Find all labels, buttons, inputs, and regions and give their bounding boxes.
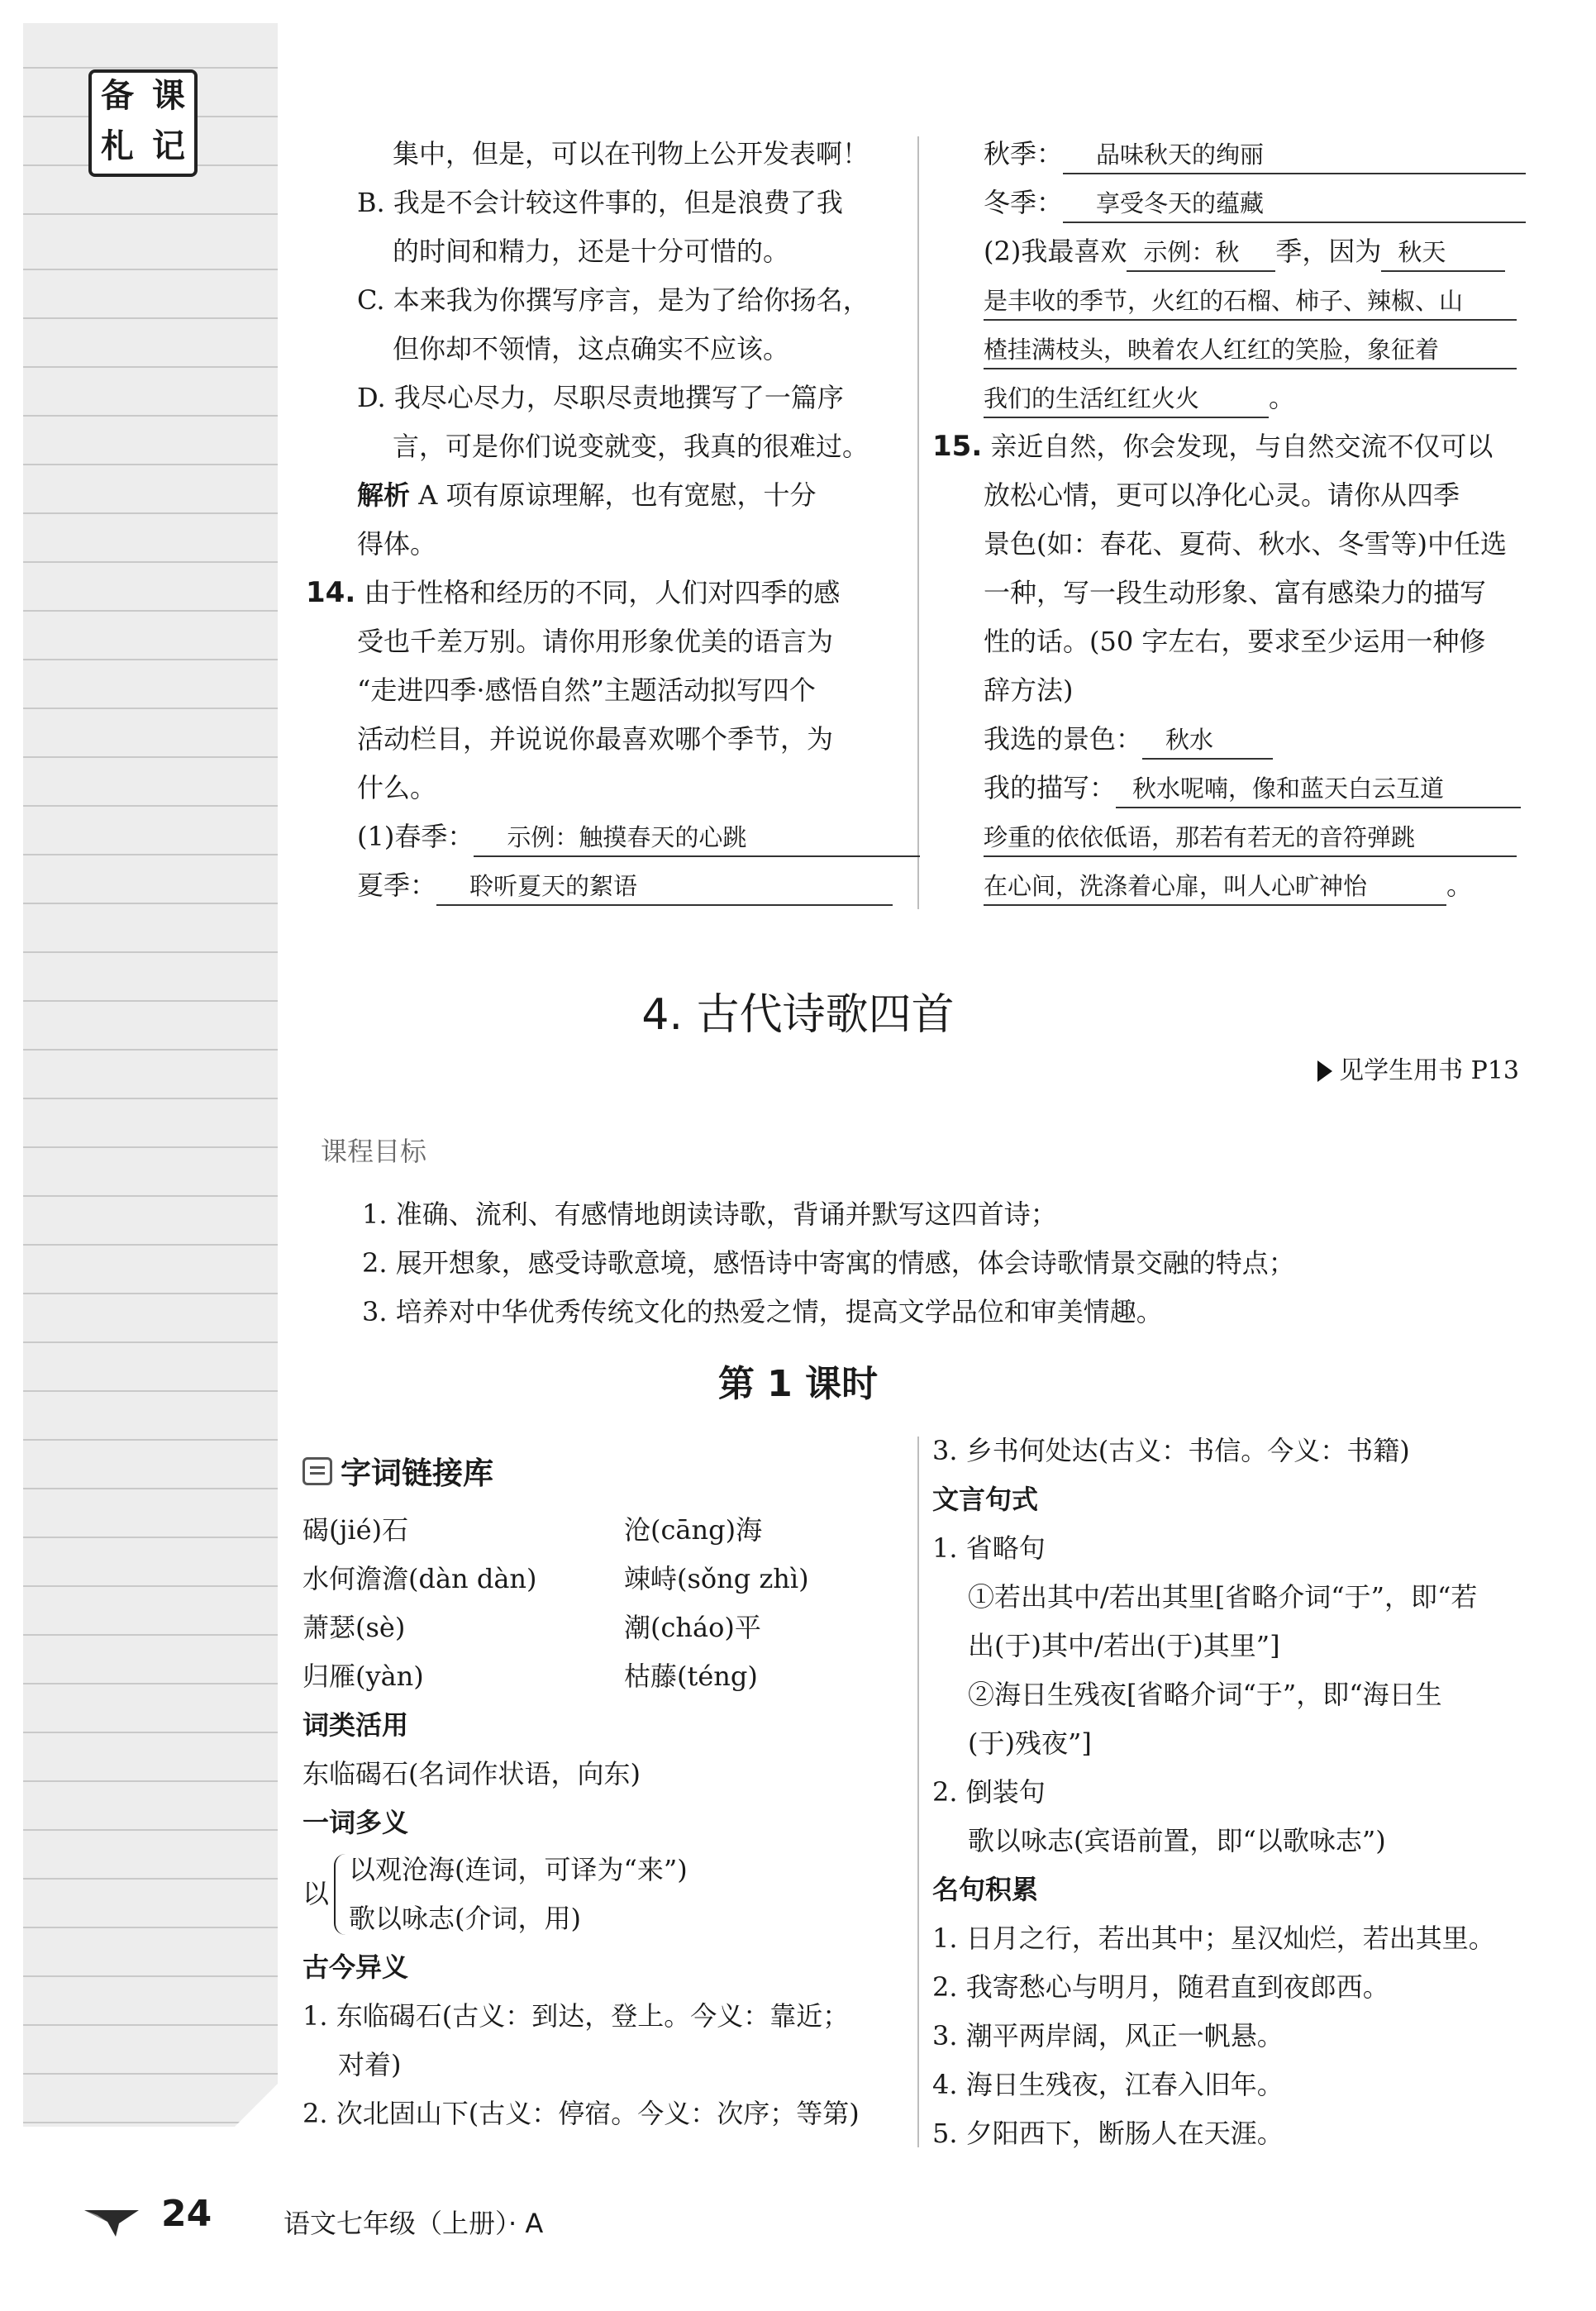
page-corner (235, 2084, 278, 2127)
vocab-heading-text: 字词链接库 (341, 1456, 493, 1491)
q14-number: 14. (306, 576, 356, 609)
logo-char: 札 (101, 127, 134, 165)
vocab-word: 竦峙(sǒng zhì) (624, 1563, 809, 1594)
q14-stem: 受也千差万别。请你用形象优美的语言为 (357, 626, 834, 657)
q14-winter (984, 179, 1526, 227)
logo-char: 课 (152, 77, 185, 115)
q15 (932, 422, 1521, 910)
q13-analysis (357, 471, 869, 520)
q14-stem: 什么。 (357, 772, 437, 803)
vocab-word: 归雁(yàn) (303, 1661, 424, 1692)
notes-sidebar (23, 23, 278, 2127)
brace (334, 1854, 349, 1935)
fav-answer: 示例：秋 (1127, 234, 1275, 272)
q14-favorite (984, 227, 1526, 276)
duoyi-char: 以 (303, 1878, 330, 1909)
reason-answer: 我们的生活红红火火 (984, 380, 1269, 418)
q15-stem: 放松心情，更可以净化心灵。请你从四季 (984, 479, 1460, 511)
mingju-item: 5. 夕阳西下，断肠人在天涯。 (932, 2118, 1284, 2149)
q15-stem: 亲近自然，你会发现，与自然交流不仅可以 (990, 431, 1494, 462)
analysis-label: 解析 (357, 479, 411, 511)
desc-answer: 在心间，洗涤着心扉，叫人心旷神怡 (984, 868, 1446, 906)
vocab-word: 沧(cāng)海 (624, 1514, 763, 1546)
goal-item: 2. 展开想象，感受诗歌意境，感悟诗中寄寓的情感，体会诗歌情景交融的特点； (362, 1247, 1295, 1279)
wenyan-heading: 文言句式 (932, 1484, 1039, 1515)
q14-stem: 由于性格和经历的不同，人们对四季的感 (364, 577, 841, 608)
q15-stem: 景色(如：春花、夏荷、秋水、冬雪等)中任选 (984, 528, 1507, 560)
gujin-item: 对着) (338, 2049, 402, 2080)
spring-label: (1)春季： (357, 821, 474, 852)
book-title: 语文七年级（上册）· A (283, 2208, 544, 2239)
q13-line: D. 我尽心尽力，尽职尽责地撰写了一篇序 (357, 382, 844, 413)
vocab-word: 枯藤(téng) (624, 1661, 758, 1692)
desc-end: 。 (1446, 870, 1474, 901)
q15-scene (932, 715, 1521, 764)
q15-number: 15. (932, 430, 983, 463)
vocab-word: 碣(jié)石 (303, 1514, 409, 1546)
vocab-right (624, 1506, 809, 1701)
autumn-answer: 品味秋天的绚丽 (1063, 136, 1526, 174)
mingju-item: 4. 海日生残夜，江春入旧年。 (932, 2069, 1284, 2100)
q14-stem: “走进四季·感悟自然”主题活动拟写四个 (357, 674, 816, 706)
folded-corner-icon (83, 2205, 141, 2238)
reason-answer: 楂挂满枝头，映着农人红红的笑脸，象征着 (984, 331, 1517, 369)
goals-label: 课程目标 (321, 1136, 427, 1167)
q13-line: 但你却不领情，这点确实不应该。 (393, 333, 790, 365)
goal-item: 3. 培养对中华优秀传统文化的热爱之情，提高文学品位和审美情趣。 (362, 1296, 1163, 1327)
q13-line: 言，可是你们说变就变，我真的很难过。 (393, 431, 869, 462)
right-bottom (932, 1427, 1495, 2158)
page-number: 24 (161, 2193, 212, 2235)
q13-line: 集中，但是，可以在刊物上公开发表啊！ (393, 138, 869, 169)
gujin-item: 3. 乡书何处达(古义：书信。今义：书籍) (932, 1435, 1410, 1466)
gujin-item: 1. 东临碣石(古义：到达，登上。今义：靠近； (303, 2000, 850, 2032)
wenyan-item: ①若出其中/若出其里[省略介词“于”，即“若 (968, 1581, 1478, 1613)
summer-label: 夏季： (357, 870, 437, 901)
mingju-heading: 名句积累 (932, 1874, 1039, 1905)
student-book-ref (1317, 1050, 1519, 1086)
cilei-heading: 词类活用 (303, 1709, 409, 1741)
mingju-item: 3. 潮平两岸阔，风正一帆悬。 (932, 2020, 1284, 2051)
winter-answer: 享受冬天的蕴藏 (1063, 185, 1526, 223)
q15-desc (932, 764, 1521, 812)
q14-continued (984, 130, 1526, 422)
duoyi-item: 以观沧海(连词，可译为“来”) (349, 1854, 688, 1885)
desc-answer: 珍重的依依低语，那若有若无的音符弹跳 (984, 819, 1517, 857)
lesson-title: 第 1 课时 (717, 1363, 879, 1405)
gujin-section (303, 1943, 860, 2138)
duoyi-heading: 一词多义 (303, 1807, 409, 1838)
scene-answer: 秋水 (1142, 722, 1273, 760)
q15-stem: 辞方法) (984, 674, 1074, 706)
q14-summer (306, 861, 920, 910)
scene-label: 我选的景色： (984, 723, 1143, 755)
fav-pre: (2)我最喜欢 (984, 236, 1127, 267)
reason-answer: 秋天 (1381, 234, 1505, 272)
q13-line: B. 我是不会计较这件事的，但是浪费了我 (357, 187, 843, 218)
q14-spring (306, 812, 920, 861)
play-icon (1317, 1060, 1332, 1082)
book-icon (303, 1457, 332, 1485)
desc-label: 我的描写： (984, 772, 1117, 803)
logo-char: 备 (101, 77, 134, 115)
summer-answer: 聆听夏天的絮语 (436, 868, 893, 906)
vocab-heading (303, 1448, 493, 1493)
reason-end: 。 (1269, 382, 1296, 413)
analysis-text: A 项有原谅理解，也有宽慰，十分 (418, 479, 817, 511)
notes-logo (88, 69, 198, 177)
wenyan-item: 1. 省略句 (932, 1532, 1046, 1564)
vocab-word: 水何澹澹(dàn dàn) (303, 1563, 537, 1594)
mingju-item: 2. 我寄愁心与明月，随君直到夜郎西。 (932, 1971, 1389, 2003)
winter-label: 冬季： (984, 187, 1064, 218)
wenyan-item: 歌以咏志(宾语前置，即“以歌咏志”) (968, 1825, 1386, 1856)
wenyan-item: 2. 倒装句 (932, 1776, 1046, 1808)
q13-line: 的时间和精力，还是十分可惜的。 (393, 236, 790, 267)
desc-answer: 秋水呢喃，像和蓝天白云互道 (1116, 770, 1521, 808)
reason-answer: 是丰收的季节，火红的石榴、柿子、辣椒、山 (984, 283, 1517, 321)
q14 (306, 569, 920, 910)
q13-line: C. 本来我为你撰写序言，是为了给你扬名， (357, 284, 869, 316)
q15-stem: 一种，写一段生动形象、富有感染力的描写 (984, 577, 1487, 608)
wenyan-item: ②海日生残夜[省略介词“于”，即“海日生 (968, 1679, 1442, 1710)
q13-analysis-cont: 得体。 (357, 528, 437, 560)
vocab-left (303, 1506, 641, 1847)
gujin-item: 2. 次北固山下(古义：停宿。今义：次序；等第) (303, 2098, 860, 2129)
spring-answer: 示例：触摸春天的心跳 (474, 819, 920, 857)
goal-item: 1. 准确、流利、有感情地朗读诗歌，背诵并默写这四首诗； (362, 1198, 1057, 1230)
mingju-item: 1. 日月之行，若出其中；星汉灿烂，若出其里。 (932, 1923, 1495, 1954)
logo-char: 记 (152, 127, 185, 165)
duoyi-item: 歌以咏志(介词，用) (349, 1903, 581, 1934)
wenyan-item: (于)残夜”] (968, 1727, 1092, 1759)
wenyan-item: 出(于)其中/若出(于)其里”] (968, 1630, 1280, 1661)
course-goals (362, 1190, 1295, 1337)
column-divider-bottom (917, 1437, 919, 2147)
ref-text: 见学生用书 P13 (1339, 1056, 1519, 1085)
cilei-item: 东临碣石(名词作状语，向东) (303, 1758, 641, 1789)
autumn-label: 秋季： (984, 138, 1064, 169)
vocab-word: 潮(cháo)平 (624, 1612, 761, 1643)
q14-autumn (984, 130, 1526, 179)
q13-options (357, 130, 869, 569)
section-title: 4. 古代诗歌四首 (641, 990, 955, 1040)
q14-stem: 活动栏目，并说说你最喜欢哪个季节，为 (357, 723, 834, 755)
vocab-word: 萧瑟(sè) (303, 1612, 406, 1643)
q15-stem: 性的话。(50 字左右，要求至少运用一种修 (984, 626, 1486, 657)
fav-mid: 季，因为 (1275, 236, 1382, 267)
gujin-heading: 古今异义 (303, 1951, 409, 1983)
